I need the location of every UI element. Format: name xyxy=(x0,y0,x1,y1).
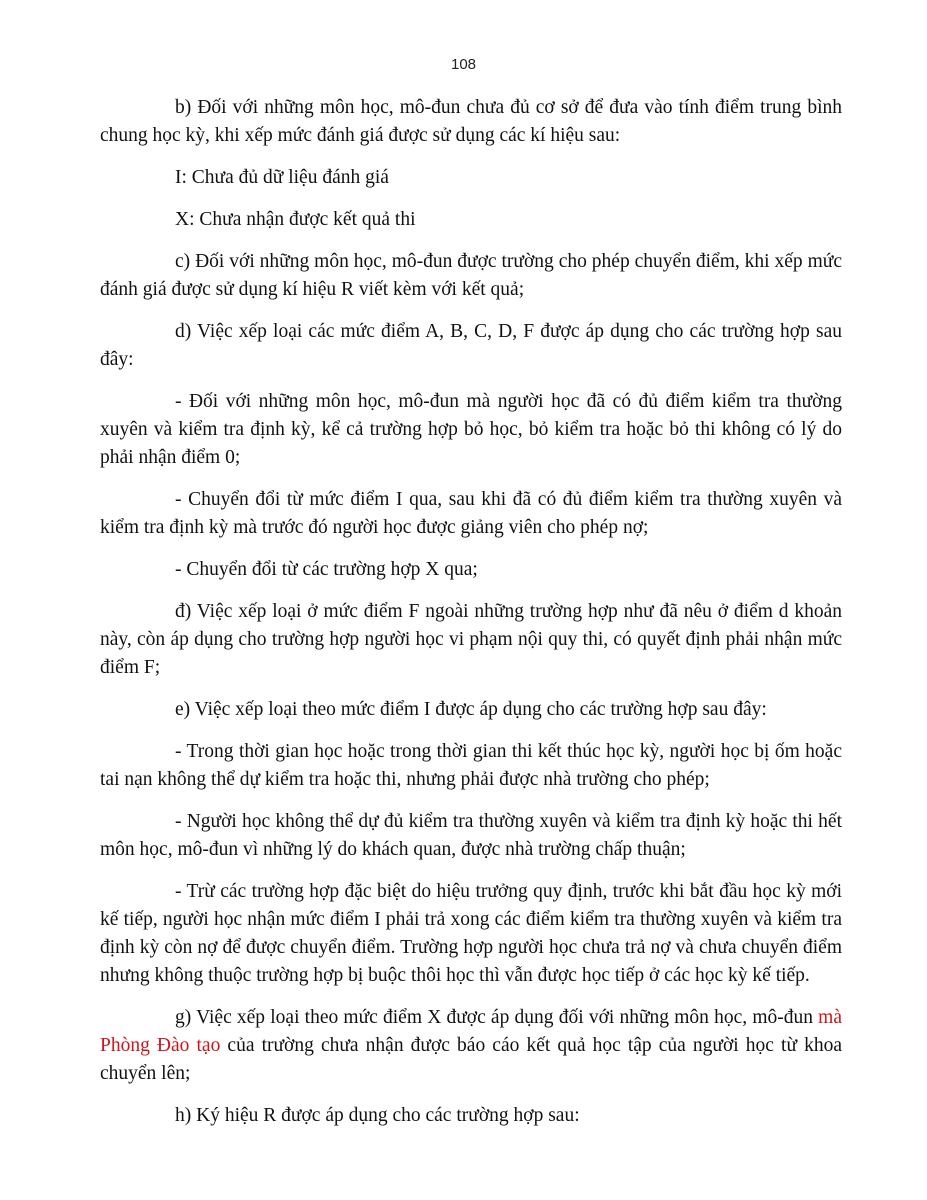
paragraph-g-highlighted-text: mà Phòng Đào tạo xyxy=(100,1007,842,1056)
paragraph-symbol-x: X: Chưa nhận được kết quả thi xyxy=(175,209,416,230)
paragraph-dd: đ) Việc xếp loại ở mức điểm F ngoài những trường hợp như đã nêu ở điểm d khoản này, còn áp dụng cho trường hợp người học vi phạm nội quy thi, có quyết định phải nhận mức điểm F; xyxy=(100,601,842,678)
paragraph-c: c) Đối với những môn học, mô-đun được trường cho phép chuyển điểm, khi xếp mức đánh giá được sử dụng kí hiệu R viết kèm với kết quả; xyxy=(100,251,842,300)
paragraph-g-text-end: của trường chưa nhận được báo cáo kết quả học tập của người học từ khoa chuyển lên; xyxy=(100,1035,843,1084)
paragraph-g xyxy=(100,1004,842,1088)
paragraph-e-item-1: - Trong thời gian học hoặc trong thời gian thi kết thúc học kỳ, người học bị ốm hoặc tai nạn không thể dự kiểm tra hoặc thi, nhưng phải được nhà trường cho phép; xyxy=(100,741,842,790)
paragraph-e-item-3: - Trừ các trường hợp đặc biệt do hiệu trưởng quy định, trước khi bắt đầu học kỳ mới kế tiếp, người học nhận mức điểm I phải trả xong các điểm kiểm tra thường xuyên và kiểm tra định kỳ còn nợ để được chuyển điểm. Trường hợp người học chưa trả nợ và chưa chuyển điểm nhưng không thuộc trường hợp bị buộc thôi học thì vẫn được học tiếp ở các học kỳ kế tiếp. xyxy=(100,881,842,986)
paragraph-g-text-start: g) Việc xếp loại theo mức điểm X được áp dụng đối với những môn học, mô-đun xyxy=(175,1007,819,1028)
paragraph-d-item-3: - Chuyển đổi từ các trường hợp X qua; xyxy=(175,559,478,580)
paragraph-e: e) Việc xếp loại theo mức điểm I được áp dụng cho các trường hợp sau đây: xyxy=(175,699,767,720)
page-content xyxy=(100,94,842,1144)
paragraph-b: b) Đối với những môn học, mô-đun chưa đủ cơ sở để đưa vào tính điểm trung bình chung học kỳ, khi xếp mức đánh giá được sử dụng các kí hiệu sau: xyxy=(100,97,842,146)
paragraph-d-item-2: - Chuyển đổi từ mức điểm I qua, sau khi đã có đủ điểm kiểm tra thường xuyên và kiểm tra định kỳ mà trước đó người học được giảng viên cho phép nợ; xyxy=(100,489,842,538)
paragraph-d-item-1: - Đối với những môn học, mô-đun mà người học đã có đủ điểm kiểm tra thường xuyên và kiểm tra định kỳ, kể cả trường hợp bỏ học, bỏ kiểm tra hoặc bỏ thi không có lý do phải nhận điểm 0; xyxy=(100,391,842,468)
paragraph-h: h) Ký hiệu R được áp dụng cho các trường hợp sau: xyxy=(175,1105,580,1126)
paragraph-e-item-2: - Người học không thể dự đủ kiểm tra thường xuyên và kiểm tra định kỳ hoặc thi hết môn học, mô-đun vì những lý do khách quan, được nhà trường chấp thuận; xyxy=(100,811,842,860)
paragraph-d: d) Việc xếp loại các mức điểm A, B, C, D, F được áp dụng cho các trường hợp sau đây: xyxy=(100,321,842,370)
page-number: 108 xyxy=(450,56,477,73)
paragraph-symbol-i: I: Chưa đủ dữ liệu đánh giá xyxy=(175,167,389,188)
